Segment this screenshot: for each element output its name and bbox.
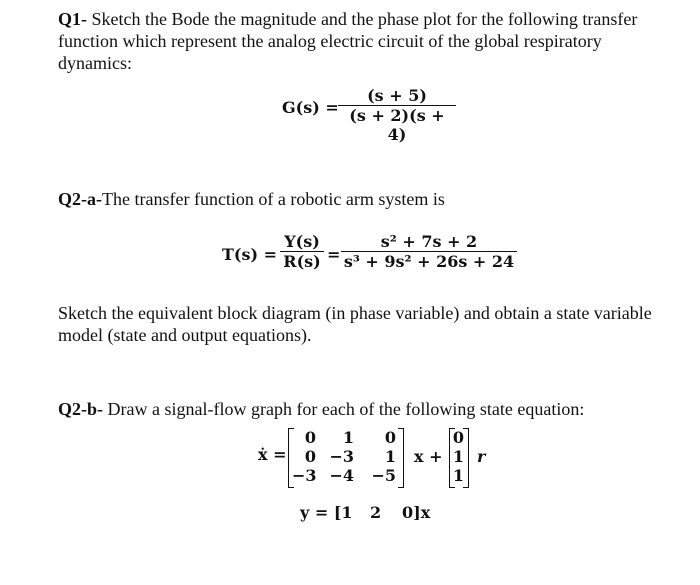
q2b-xplus: x +: [414, 447, 443, 466]
q2a-fraction1: [280, 232, 324, 271]
q2a-frac2-den: s³ + 9s² + 26s + 24: [343, 252, 515, 271]
b2: 1: [452, 447, 464, 466]
q2b-output-c2: 2: [370, 503, 382, 522]
matrix-a-right-bracket: [398, 428, 404, 488]
q2a-frac1-den: R(s): [283, 252, 321, 271]
a23: 1: [384, 447, 396, 466]
a32: −4: [329, 466, 354, 485]
q2b-line: [58, 398, 584, 420]
a33: −5: [371, 466, 396, 485]
a21: 0: [304, 447, 316, 466]
a12: 1: [342, 428, 354, 447]
q2a-intro: The transfer function of a robotic arm system is: [102, 189, 445, 209]
q2a-frac1-num: Y(s): [284, 232, 320, 251]
a11: 0: [304, 428, 316, 447]
q2b-label: Q2-b-: [58, 399, 103, 419]
a13: 0: [384, 428, 396, 447]
q2a-equals: =: [327, 245, 341, 264]
q2b-output-lhs: y = [1: [300, 503, 353, 522]
b3: 1: [452, 466, 464, 485]
q2a-label: Q2-a-: [58, 189, 102, 209]
q1-line2: function which represent the analog electric circuit of the global respiratory: [58, 31, 602, 51]
q2b-r: r: [477, 447, 486, 466]
q2a-line: [58, 188, 445, 210]
q1-text1: Sketch the Bode the magnitude and the phase plot for the following transfer: [87, 9, 638, 29]
a22: −3: [329, 447, 354, 466]
q2b-intro: Draw a signal-flow graph for each of the following state equation:: [103, 399, 585, 419]
a31: −3: [292, 466, 317, 485]
q2a-lhs: T(s) =: [222, 245, 278, 264]
b1: 0: [452, 428, 464, 447]
q2a-frac2-num: s² + 7s + 2: [380, 232, 478, 251]
q1-label: Q1-: [58, 9, 87, 29]
q1-lhs: G(s) =: [282, 98, 339, 117]
q1-fraction: [338, 86, 456, 144]
q1-numerator: (s + 5): [367, 86, 427, 105]
q2a-fraction2: [341, 232, 517, 271]
vector-b-right-bracket: [463, 428, 469, 488]
q1-line3: dynamics:: [58, 53, 132, 73]
q2a-body2: model (state and output equations).: [58, 325, 312, 345]
q2a-body1: Sketch the equivalent block diagram (in phase variable) and obtain a state variable: [58, 303, 652, 323]
q2b-xdot: ẋ =: [258, 445, 287, 464]
q1-denominator: (s + 2)(s + 4): [349, 106, 445, 144]
q1-line1: [58, 8, 637, 30]
q2b-output-c3: 0]x: [402, 503, 431, 522]
